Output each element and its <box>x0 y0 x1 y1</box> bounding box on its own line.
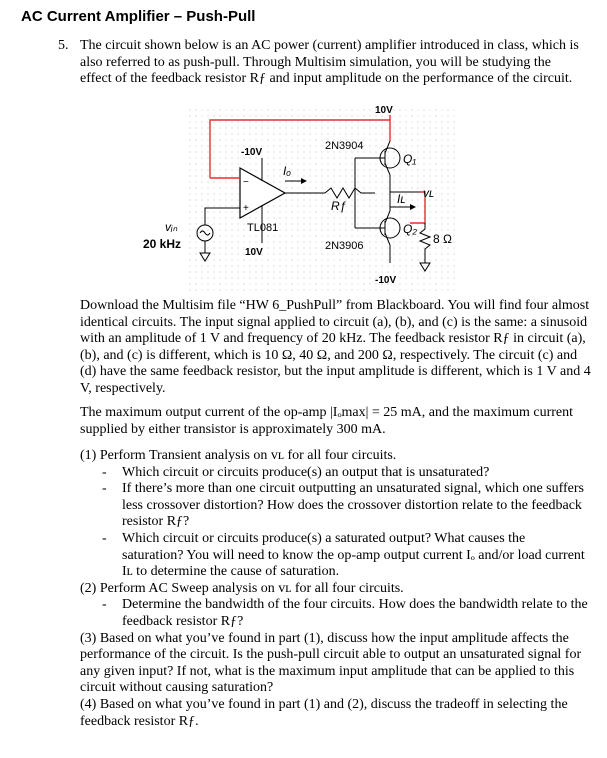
io-label: Iₒ <box>283 164 292 178</box>
opamp-model: TL081 <box>247 222 279 234</box>
question-number: 5. <box>58 38 69 53</box>
freq-label: 20 kHz <box>143 237 182 251</box>
q1-model: 2N3904 <box>325 140 364 152</box>
vcc-opamp-label: 10V <box>245 247 263 258</box>
q1-label: Q₁ <box>403 152 417 166</box>
il-label: Iʟ <box>397 192 406 206</box>
vl-label: vʟ <box>423 186 435 200</box>
task-list <box>80 448 590 730</box>
svg-text:+: + <box>243 203 249 214</box>
max-current-paragraph: The maximum output current of the op-amp |Iₒmax| = 25 mA, and the maximum current supplied by either transistor is approximately 300 mA. <box>80 405 574 437</box>
vin-label: vᵢₙ <box>165 220 178 234</box>
download-paragraph: Download the Multisim file “HW 6_PushPull” from Blackboard. You will find four almost identical circuits. The input signal applied to circuit (a), (b), and (c) is the same: a sinusoid with an amplitude of 1 V and frequency of 20 kHz. The feedback resistor Rƒ in circuit (a), (b), and (c) is different, which is 10 Ω, 40 Ω, and 200 Ω, respectively. The circuit (c) and (d) have the same feedback resistor, but the input amplitude is different, which is 1 V and 4 V, respectively. <box>80 298 591 396</box>
q2-model: 2N3906 <box>325 240 364 252</box>
task-2a: - Determine the bandwidth of the four circuits. How does the bandwidth relate to the feedback resistor Rƒ? <box>102 597 588 629</box>
vee-opamp-label: -10V <box>241 147 263 158</box>
vee-bottom-label: -10V <box>375 275 397 286</box>
question-intro: The circuit shown below is an AC power (current) amplifier introduced in class, which is also referred to as push-pull. Through Multisim simulation, you will be studying the effect of the feedback resistor Rƒ and input amplitude on the performance of the circuit. <box>80 38 579 87</box>
task-2: (2) Perform AC Sweep analysis on vʟ for all four circuits. <box>80 580 404 596</box>
task-4: (4) Based on what you’ve found in part (1) and (2), discuss the tradeoff in selecting the feedback resistor Rƒ. <box>80 696 568 729</box>
q2-label: Q₂ <box>403 222 417 236</box>
load-label: 8 Ω <box>433 232 452 246</box>
rf-label: Rƒ <box>331 199 347 213</box>
circuit-diagram <box>135 103 455 293</box>
vcc-top-label: 10V <box>375 105 393 116</box>
task-3: (3) Based on what you’ve found in part (1), discuss how the input amplitude affects the performance of the circuit. Is the push-pull circuit able to output an unsaturated signal for any given input? If not, what is the maximum input amplitude that can be applied to this circuit without causing saturation? <box>80 630 582 696</box>
page-title: AC Current Amplifier – Push-Pull <box>21 8 256 25</box>
task-1: (1) Perform Transient analysis on vʟ for all four circuits. <box>80 448 397 463</box>
svg-text:−: − <box>243 177 249 188</box>
task-1c: - Which circuit or circuits produce(s) a saturated output? What causes the saturation? You will need to know the op-amp output current Iₒ and/or load current Iʟ to determine the cause of saturation. <box>102 530 585 580</box>
task-1a: - Which circuit or circuits produce(s) an output that is unsaturated? <box>102 464 490 480</box>
schematic-grid <box>185 105 455 291</box>
task-1b: - If there’s more than one circuit outputting an unsaturated signal, which one suffers less crossover distortion? How does the crossover distortion relate to the feedback resistor Rƒ? <box>102 481 584 530</box>
